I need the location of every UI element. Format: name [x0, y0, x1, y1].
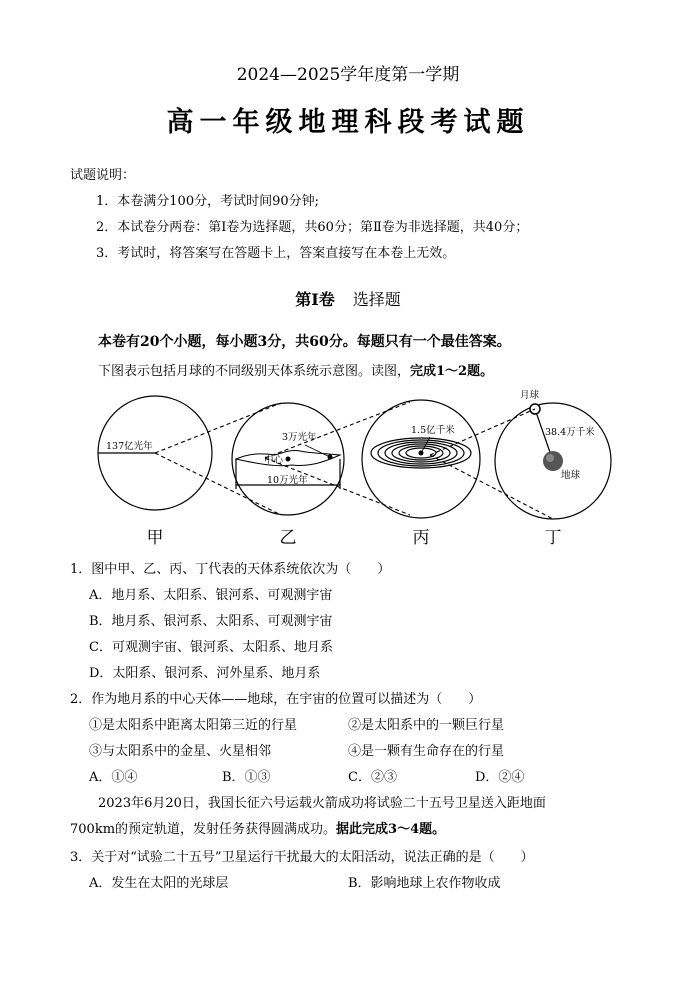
earth-marker	[543, 451, 563, 471]
ding-distance-label: 38.4万千米	[545, 427, 595, 438]
celestial-systems-figure	[0, 385, 696, 555]
connector-line	[430, 455, 553, 519]
q2-statement-3: ③与太阳系中的金星、火星相邻	[89, 744, 272, 759]
q1-stem: 1．图中甲、乙、丙、丁代表的天体系统依次为（ ）	[70, 562, 391, 577]
q3-option-b: B．影响地球上农作物收成	[348, 876, 501, 891]
sun-dot	[419, 451, 424, 456]
intro-emphasis: 一个最佳答案	[412, 334, 497, 350]
q2-statement-2: ②是太阳系中的一颗巨行星	[348, 718, 505, 733]
context-text: 700km的预定轨道，发射任务获得圆满成功。	[70, 822, 337, 837]
section-name: 选择题	[352, 290, 401, 309]
q1-option-d: D．太阳系、银河系、河外星系、地月系	[89, 666, 321, 681]
section-title	[0, 287, 696, 310]
q2-stem: 2．作为地月系的中心天体——地球，在宇宙的位置可以描述为（ ）	[70, 692, 482, 707]
context-line-1: 2023年6月20日，我国长征六号运载火箭成功将试验二十五号卫星送入距地面	[98, 796, 546, 811]
connector-line	[265, 458, 410, 515]
page-title: 高一年级地理科段考试题	[166, 107, 530, 138]
context-task: 据此完成3～4题。	[336, 822, 446, 837]
solar-system-dot	[328, 455, 333, 460]
bing-circle	[362, 400, 480, 518]
yi-thickness-label: 3万光年	[282, 432, 317, 443]
q2-option-d: D．②④	[475, 770, 525, 785]
section-number: 第Ⅰ卷	[295, 290, 335, 309]
connector-line	[155, 403, 281, 453]
yi-center-label: 中心	[264, 455, 284, 466]
connector-line	[155, 453, 281, 515]
q1-option-b: B．地月系、银河系、太阳系、可观测宇宙	[89, 614, 333, 629]
q3-stem: 3．关于对“试验二十五号”卫星运行干扰最大的太阳活动，说法正确的是（ ）	[70, 850, 534, 865]
moon-label: 月球	[520, 390, 540, 401]
instruction-item: 2．本试卷分两卷：第Ⅰ卷为选择题，共60分；第Ⅱ卷为非选择题，共40分；	[96, 220, 529, 235]
caption-yi: 乙	[279, 528, 297, 548]
yi-thickness-pointer	[305, 445, 330, 457]
earth-label: 地球	[561, 470, 581, 481]
figure-context-task: 完成1～2题。	[410, 364, 494, 379]
figure-context	[98, 360, 493, 379]
context-line-2	[70, 818, 445, 837]
instructions-heading: 试题说明：	[70, 168, 136, 183]
caption-jia: 甲	[146, 528, 164, 548]
q2-option-b: B．①③	[222, 770, 271, 785]
bing-distance-pointer	[421, 437, 430, 453]
caption-ding: 丁	[544, 528, 562, 548]
instruction-item: 3．考试时，将答案写在答题卡上，答案直接写在本卷上无效。	[96, 246, 456, 261]
q3-option-a: A．发生在太阳的光球层	[89, 876, 229, 891]
q2-statement-1: ①是太阳系中距离太阳第三近的行星	[89, 718, 298, 733]
earth-highlight	[546, 454, 554, 462]
q2-statement-4: ④是一颗有生命存在的行星	[348, 744, 505, 759]
bing-distance-label: 1.5亿千米	[411, 425, 455, 436]
instruction-item: 1．本卷满分100分，考试时间90分钟;	[96, 194, 320, 209]
caption-bing: 丙	[412, 528, 430, 548]
q2-option-a: A．①④	[89, 770, 138, 785]
milky-way-center-dot	[286, 457, 291, 462]
q1-option-c: C．可观测宇宙、银河系、太阳系、地月系	[89, 640, 333, 655]
section-intro	[98, 331, 511, 351]
yi-width-label: 10万光年	[267, 475, 308, 486]
q1-option-a: A．地月系、太阳系、银河系、可观测宇宙	[89, 588, 333, 603]
figure-context-text: 下图表示包括月球的不同级别天体系统示意图。读图，	[98, 364, 411, 379]
q2-option-c: C．②③	[348, 770, 397, 785]
intro-text: 本卷有20个小题，每小题3分，共60分。每题只有	[98, 334, 413, 350]
year-line: 2024—2025学年度第一学期	[236, 65, 460, 85]
intro-end: 。	[496, 334, 511, 350]
jia-distance-label: 137亿光年	[106, 441, 153, 452]
